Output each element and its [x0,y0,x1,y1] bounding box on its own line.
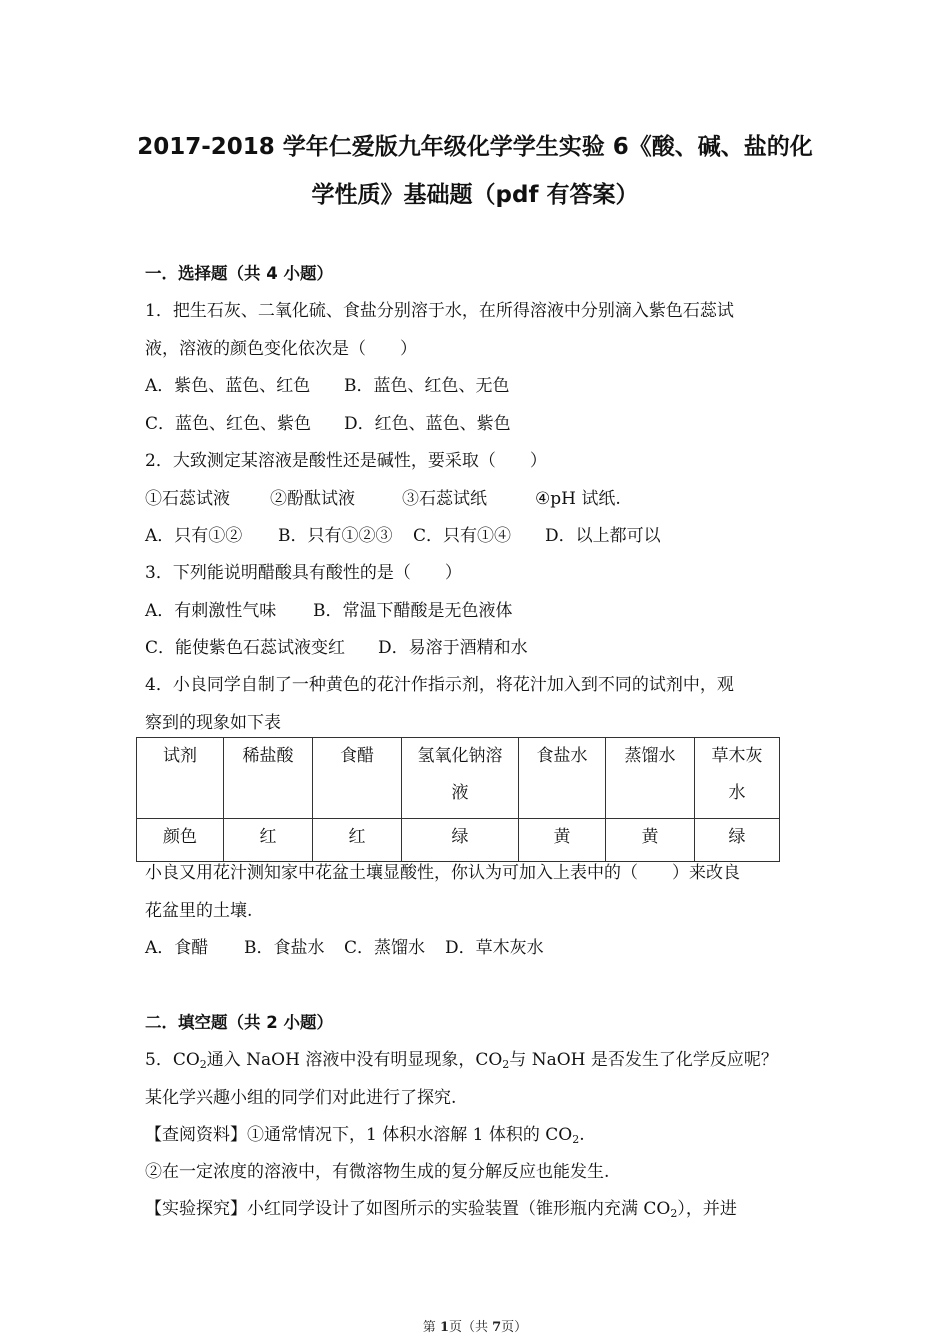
question-5-line-2: 某化学兴趣小组的同学们对此进行了探究. [145,1088,457,1108]
question-2-option-b: B．只有①②③ [278,526,393,546]
page-total: 7 [492,1320,502,1335]
question-4-after-line-2: 花盆里的土壤. [145,901,253,921]
question-2-item-3: ③石蕊试纸 [402,489,487,509]
question-1-stem-line-1: 1．把生石灰、二氧化硫、食盐分别溶于水，在所得溶液中分别滴入紫色石蕊试 [145,301,734,321]
table-row [137,819,780,862]
table-cell: 黄 [519,819,606,862]
document-title-line-2: 学性质》基础题（pdf 有答案） [311,182,639,208]
question-4-after-line-1: 小良又用花汁测知家中花盆土壤显酸性，你认为可加入上表中的（ ）来改良 [145,863,740,883]
question-4-option-d: D．草木灰水 [445,938,544,958]
question-4-stem-line-1: 4．小良同学自制了一种黄色的花汁作指示剂，将花汁加入到不同的试剂中，观 [145,675,734,695]
indicator-color-table [136,737,780,862]
question-3-option-a: A．有刺激性气味 [145,601,277,621]
question-5-line-3: 【查阅资料】①通常情况下，1 体积水溶解 1 体积的 $CO_2$. [145,1125,585,1146]
question-3-option-c: C．能使紫色石蕊试液变红 [145,638,346,658]
section-1-heading: 一．选择题（共 4 小题） [145,264,333,283]
table-header-cell: 稀盐酸 [224,738,313,819]
question-5-line-5: 【实验探究】小红同学设计了如图所示的实验装置（锥形瓶内充满 $CO_2$），并进 [145,1199,737,1220]
table-header-cell: 氢氧化钠溶 液 [402,738,519,819]
table-header-cell: 草木灰 水 [695,738,780,819]
table-header-cell: 蒸馏水 [606,738,695,819]
question-5-line-4: ②在一定浓度的溶液中，有微溶物生成的复分解反应也能发生. [145,1162,610,1182]
table-header-cell: 食盐水 [519,738,606,819]
question-2-stem: 2．大致测定某溶液是酸性还是碱性，要采取（ ） [145,451,547,471]
table-row [137,738,780,819]
table-cell: 黄 [606,819,695,862]
document-title-line-1: 2017-2018 学年仁爱版九年级化学学生实验 6《酸、碱、盐的化 [137,134,813,160]
page-number: 1 [439,1320,449,1335]
table-cell: 绿 [402,819,519,862]
question-4-option-c: C．蒸馏水 [344,938,426,958]
question-2-option-d: D．以上都可以 [545,526,661,546]
table-header-cell: 试剂 [137,738,224,819]
question-2-item-4: ④pH 试纸. [535,489,621,509]
question-3-stem: 3．下列能说明醋酸具有酸性的是（ ） [145,563,462,583]
question-2-item-1: ①石蕊试液 [145,489,230,509]
question-1-option-c: C．蓝色、红色、紫色 [145,414,312,434]
table-header-cell: 食醋 [313,738,402,819]
question-2-option-a: A．只有①② [145,526,243,546]
question-1-option-b: B．蓝色、红色、无色 [344,376,510,396]
question-3-option-b: B．常温下醋酸是无色液体 [313,601,513,621]
question-3-option-d: D．易溶于酒精和水 [378,638,528,658]
section-2-heading: 二．填空题（共 2 小题） [145,1013,333,1032]
question-1-option-d: D．红色、蓝色、紫色 [344,414,511,434]
question-1-stem-line-2: 液，溶液的颜色变化依次是（ ） [145,339,417,359]
question-4-stem-line-2: 察到的现象如下表 [145,713,281,733]
question-2-option-c: C．只有①④ [413,526,512,546]
table-cell: 绿 [695,819,780,862]
table-cell: 红 [313,819,402,862]
question-1-option-a: A．紫色、蓝色、红色 [145,376,311,396]
table-cell: 红 [224,819,313,862]
question-4-option-a: A．食醋 [145,938,209,958]
table-cell: 颜色 [137,819,224,862]
question-5-line-1: 5．$CO_2$通入 NaOH 溶液中没有明显现象，$CO_2$与 NaOH 是否发生了化学反应呢？ [145,1050,778,1071]
page-footer: 第 1页（共 7页） [422,1320,528,1335]
question-4-option-b: B．食盐水 [244,938,325,958]
question-2-item-2: ②酚酞试液 [270,489,355,509]
